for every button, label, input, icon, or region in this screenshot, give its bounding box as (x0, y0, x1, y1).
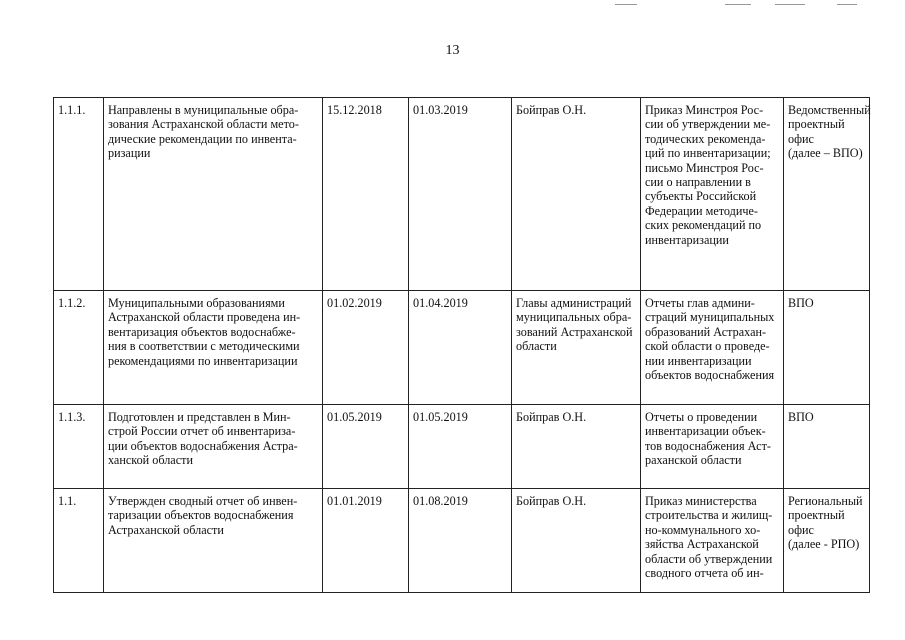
control-level-cell: ВПО (784, 405, 870, 489)
row-number-cell: 1.1. (54, 489, 104, 593)
table-row (54, 291, 870, 405)
row-number-cell: 1.1.1. (54, 98, 104, 291)
end-date-cell: 01.03.2019 (409, 98, 512, 291)
result-description-cell: Утвержден сводный отчет об инвен- таризации объектов водоснабжения Астраханской области (104, 489, 323, 593)
document-cell: Отчеты о проведении инвентаризации объек- тов водоснабжения Аст- раханской области (641, 405, 784, 489)
row-number-cell: 1.1.2. (54, 291, 104, 405)
start-date-cell: 01.05.2019 (323, 405, 409, 489)
document-cell: Приказ министерства строительства и жилищ- но-коммунального хо- зяйства Астраханской области об утверждении сводного отчета об ин- (641, 489, 784, 593)
end-date-cell: 01.04.2019 (409, 291, 512, 405)
scan-marks (575, 4, 875, 6)
plan-table (53, 97, 870, 593)
start-date-cell: 01.01.2019 (323, 489, 409, 593)
page-number: 13 (445, 43, 460, 58)
row-number-cell: 1.1.3. (54, 405, 104, 489)
table-row (54, 405, 870, 489)
control-level-cell: Ведомственный проектный офис (далее – ВПО) (784, 98, 870, 291)
result-description-cell: Направлены в муниципальные обра- зования Астраханской области мето- дические рекомендации по инвента- ризации (104, 98, 323, 291)
end-date-cell: 01.05.2019 (409, 405, 512, 489)
result-description-cell: Подготовлен и представлен в Мин- строй России отчет об инвентариза- ции объектов водоснабжения Астра- ханской области (104, 405, 323, 489)
result-description-cell: Муниципальными образованиями Астраханской области проведена ин- вентаризация объектов водоснабже- ния в соответствии с методическими рекомендациями по инвентаризации (104, 291, 323, 405)
end-date-cell: 01.08.2019 (409, 489, 512, 593)
start-date-cell: 15.12.2018 (323, 98, 409, 291)
document-cell: Отчеты глав админи- страций муниципальных образований Астрахан- ской области о проведе- нии инвентаризации объектов водоснабжения (641, 291, 784, 405)
executor-cell: Бойправ О.Н. (512, 405, 641, 489)
document-cell: Приказ Минстроя Рос- сии об утверждении ме- тодических рекоменда- ций по инвентаризации; письмо Минстроя Рос- сии о направлении в субъекты Российской Федерации методиче- ских рекомендаций по инвентаризации (641, 98, 784, 291)
table-row (54, 489, 870, 593)
executor-cell: Бойправ О.Н. (512, 98, 641, 291)
start-date-cell: 01.02.2019 (323, 291, 409, 405)
executor-cell: Бойправ О.Н. (512, 489, 641, 593)
table-row (54, 98, 870, 291)
control-level-cell: ВПО (784, 291, 870, 405)
executor-cell: Главы администраций муниципальных обра- зований Астраханской области (512, 291, 641, 405)
control-level-cell: Региональный проектный офис (далее - РПО) (784, 489, 870, 593)
